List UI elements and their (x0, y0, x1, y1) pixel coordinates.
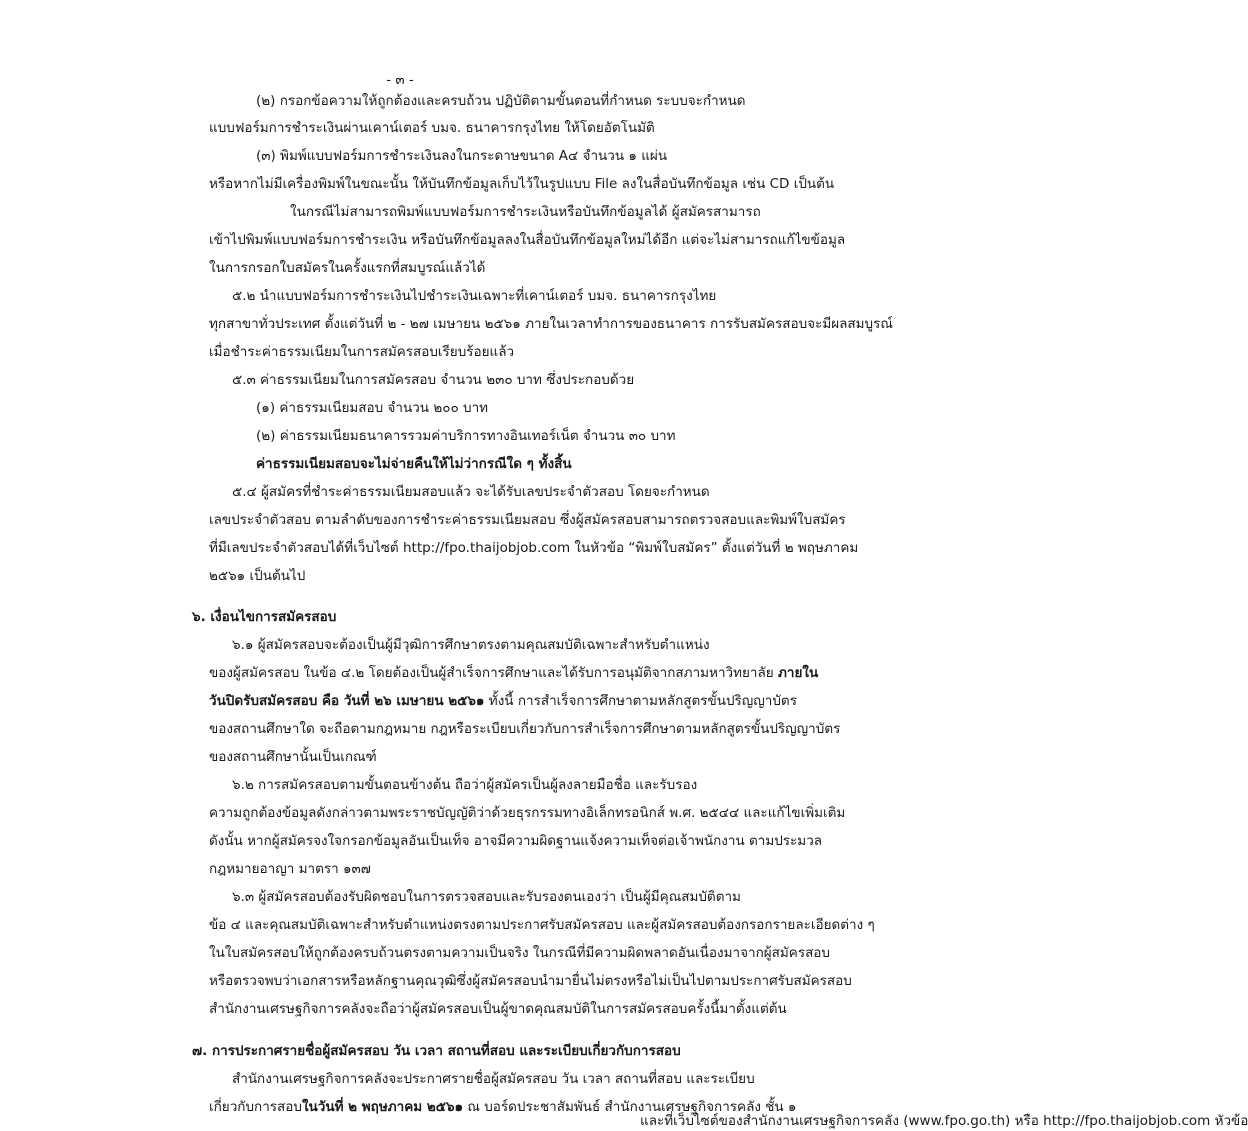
text-line: (๑) ค่าธรรมเนียมสอบ จำนวน ๒๐๐ บาท (256, 400, 489, 416)
bold-notice: ค่าธรรมเนียมสอบจะไม่จ่ายคืนให้ไม่ว่ากรณีใด ๆ ทั้งสิ้น (256, 456, 572, 472)
text-line: ของสถานศึกษานั้นเป็นเกณฑ์ (209, 749, 377, 765)
text-line: ๖.๑ ผู้สมัครสอบจะต้องเป็นผู้มีวุฒิการศึกษาตรงตามคุณสมบัติเฉพาะสำหรับตำแหน่ง (232, 637, 710, 653)
section-heading: ๖. เงื่อนไขการสมัครสอบ (192, 609, 337, 625)
text-line: ในการกรอกใบสมัครในครั้งแรกที่สมบูรณ์แล้วได้ (209, 260, 486, 276)
continuation-marker: และที่เว็บไซต์ของสำนักงานเศรษฐกิจการคลัง (www.fpo.go.th) หรือ http://fpo.thaijobjob.com หัวข้อ (640, 1113, 1248, 1129)
page-number: - ๓ - (386, 72, 414, 88)
text-line: ๕.๒ นำแบบฟอร์มการชำระเงินไปชำระเงินเฉพาะที่เคาน์เตอร์ บมจ. ธนาคารกรุงไทย (232, 288, 717, 304)
text-line (209, 692, 797, 710)
text-line: ในกรณีไม่สามารถพิมพ์แบบฟอร์มการชำระเงินหรือบันทึกข้อมูลได้ ผู้สมัครสามารถ (290, 204, 761, 220)
text-line: (๒) ค่าธรรมเนียมธนาคารรวมค่าบริการทางอินเทอร์เน็ต จำนวน ๓๐ บาท (256, 428, 676, 444)
text-line: สำนักงานเศรษฐกิจการคลังจะถือว่าผู้สมัครสอบเป็นผู้ขาดคุณสมบัติในการสมัครสอบครั้งนี้มาตั้งแต่ต้น (209, 1001, 787, 1017)
text-line: เข้าไปพิมพ์แบบฟอร์มการชำระเงิน หรือบันทึกข้อมูลลงในสื่อบันทึกข้อมูลใหม่ได้อีก แต่จะไม่สามารถแก้ไขข้อมูล (209, 232, 846, 248)
bold-run: ภายใน (777, 665, 819, 681)
text-line: เลขประจำตัวสอบ ตามลำดับของการชำระค่าธรรมเนียมสอบ ซึ่งผู้สมัครสอบสามารถตรวจสอบและพิมพ์ใบสมัคร (209, 512, 846, 528)
text-line: แบบฟอร์มการชำระเงินผ่านเคาน์เตอร์ บมจ. ธนาคารกรุงไทย ให้โดยอัตโนมัติ (209, 120, 655, 136)
text-line: ๖.๓ ผู้สมัครสอบต้องรับผิดชอบในการตรวจสอบและรับรองตนเองว่า เป็นผู้มีคุณสมบัติตาม (232, 889, 741, 905)
text-line: ๕.๔ ผู้สมัครที่ชำระค่าธรรมเนียมสอบแล้ว จะได้รับเลขประจำตัวสอบ โดยจะกำหนด (232, 484, 710, 500)
bold-run: วันปิดรับสมัครสอบ คือ วันที่ ๒๖ เมษายน ๒๕๖๑ (209, 693, 485, 709)
text-line: ทุกสาขาทั่วประเทศ ตั้งแต่วันที่ ๒ - ๒๗ เมษายน ๒๕๖๑ ภายในเวลาทำการของธนาคาร การรับสมัครสอบจะมีผลสมบูรณ์ (209, 316, 893, 332)
text-line: (๓) พิมพ์แบบฟอร์มการชำระเงินลงในกระดาษขนาด A๔ จำนวน ๑ แผ่น (256, 148, 668, 164)
text-line: กฎหมายอาญา มาตรา ๑๓๗ (209, 861, 371, 877)
text-line: สำนักงานเศรษฐกิจการคลังจะประกาศรายชื่อผู้สมัครสอบ วัน เวลา สถานที่สอบ และระเบียบ (232, 1071, 755, 1087)
bold-run: ในวันที่ ๒ พฤษภาคม ๒๕๖๑ (301, 1099, 464, 1115)
text-line: ดังนั้น หากผู้สมัครจงใจกรอกข้อมูลอันเป็นเท็จ อาจมีความผิดฐานแจ้งความเท็จต่อเจ้าพนักงาน ตามประมวล (209, 833, 823, 849)
text-run: ทั้งนี้ การสำเร็จการศึกษาตามหลักสูตรขั้นปริญญาบัตร (484, 693, 797, 709)
text-line: ข้อ ๔ และคุณสมบัติเฉพาะสำหรับตำแหน่งตรงตามประกาศรับสมัครสอบ และผู้สมัครสอบต้องกรอกรายละเอียดต่าง ๆ (209, 917, 875, 933)
text-line: ๒๕๖๑ เป็นต้นไป (209, 568, 306, 584)
text-run: ของผู้สมัครสอบ ในข้อ ๔.๒ โดยต้องเป็นผู้สำเร็จการศึกษาและได้รับการอนุมัติจากสภามหาวิทยาลัย (209, 665, 778, 681)
text-line: ๖.๒ การสมัครสอบตามขั้นตอนข้างต้น ถือว่าผู้สมัครเป็นผู้ลงลายมือชื่อ และรับรอง (232, 777, 698, 793)
text-line: ๕.๓ ค่าธรรมเนียมในการสมัครสอบ จำนวน ๒๓๐ บาท ซึ่งประกอบด้วย (232, 372, 635, 388)
text-line: (๒) กรอกข้อความให้ถูกต้องและครบถ้วน ปฏิบัติตามขั้นตอนที่กำหนด ระบบจะกำหนด (256, 93, 746, 109)
section-heading: ๗. การประกาศรายชื่อผู้สมัครสอบ วัน เวลา สถานที่สอบ และระเบียบเกี่ยวกับการสอบ (192, 1043, 681, 1059)
text-line (209, 664, 818, 682)
text-line: ที่มีเลขประจำตัวสอบได้ที่เว็บไซต์ http://fpo.thaijobjob.com ในหัวข้อ “พิมพ์ใบสมัคร” ตั้งแต่วันที่ ๒ พฤษภาคม (209, 540, 859, 556)
text-line: ในใบสมัครสอบให้ถูกต้องครบถ้วนตรงตามความเป็นจริง ในกรณีที่มีความผิดพลาดอันเนื่องมาจากผู้สมัครสอบ (209, 945, 830, 961)
text-line: หรือตรวจพบว่าเอกสารหรือหลักฐานคุณวุฒิซึ่งผู้สมัครสอบนำมายื่นไม่ตรงหรือไม่เป็นไปตามประกาศรับสมัครสอบ (209, 973, 852, 989)
text-line: หรือหากไม่มีเครื่องพิมพ์ในขณะนั้น ให้บันทึกข้อมูลเก็บไว้ในรูปแบบ File ลงในสื่อบันทึกข้อมูล เช่น CD เป็นต้น (209, 176, 835, 192)
text-line: ของสถานศึกษาใด จะถือตามกฎหมาย กฎหรือระเบียบเกี่ยวกับการสำเร็จการศึกษาตามหลักสูตรขั้นปริญญาบัตร (209, 721, 841, 737)
text-run: เกี่ยวกับการสอบ (209, 1099, 302, 1115)
text-line: เมื่อชำระค่าธรรมเนียมในการสมัครสอบเรียบร้อยแล้ว (209, 344, 515, 360)
text-run: ณ บอร์ดประชาสัมพันธ์ สำนักงานเศรษฐกิจการคลัง ชั้น ๑ (463, 1099, 797, 1115)
text-line: ความถูกต้องข้อมูลดังกล่าวตามพระราชบัญญัติว่าด้วยธุรกรรมทางอิเล็กทรอนิกส์ พ.ศ. ๒๕๔๔ และแก้ไขเพิ่มเติม (209, 805, 846, 821)
